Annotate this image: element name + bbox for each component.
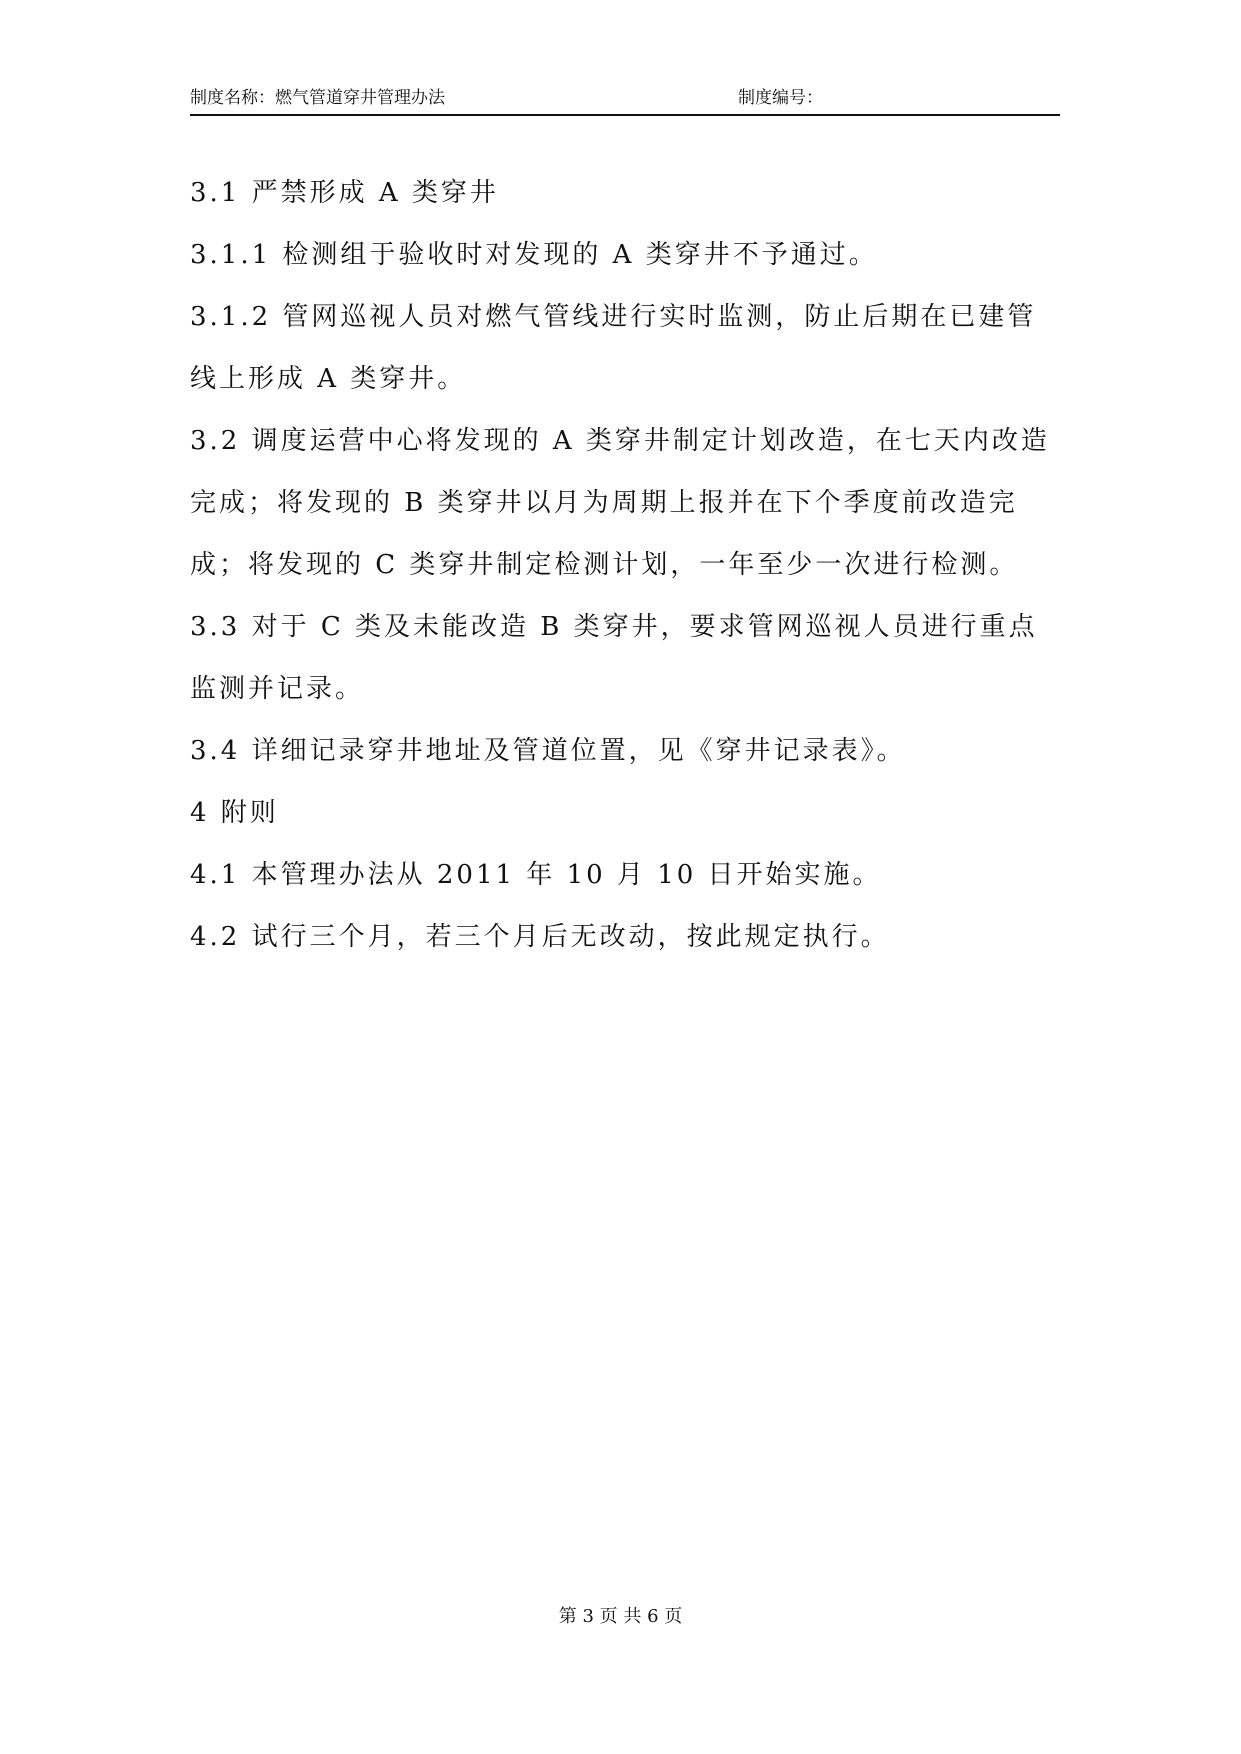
page-number: 第 3 页 共 6 页 — [558, 1606, 683, 1627]
section-3-1-2: 3.1.2 管网巡视人员对燃气管线进行实时监测，防止后期在已建管线上形成 A 类穿井。 — [190, 302, 1037, 394]
section-4-2: 4.2 试行三个月，若三个月后无改动，按此规定执行。 — [190, 922, 890, 952]
section-3-3: 3.3 对于 C 类及未能改造 B 类穿井，要求管网巡视人员进行重点监测并记录。 — [190, 612, 1038, 704]
section-4-1: 4.1 本管理办法从 2011 年 10 月 10 日开始实施。 — [190, 860, 882, 890]
document-number-label: 制度编号： — [738, 88, 823, 108]
page-header — [190, 86, 1060, 116]
section-3-2: 3.2 调度运营中心将发现的 A 类穿井制定计划改造，在七天内改造完成；将发现的 B 类穿井以月为周期上报并在下个季度前改造完成；将发现的 C 类穿井制定检测计划，一年至少一次进行检测。 — [190, 426, 1050, 580]
section-3-1-1: 3.1.1 检测组于验收时对发现的 A 类穿井不予通过。 — [190, 240, 878, 270]
section-4-heading: 4 附则 — [190, 798, 279, 828]
document-body — [190, 162, 1060, 968]
section-3-4: 3.4 详细记录穿井地址及管道位置，见《穿井记录表》。 — [190, 736, 906, 766]
document-name: 制度名称：燃气管道穿井管理办法 — [190, 88, 445, 108]
section-3-1: 3.1 严禁形成 A 类穿井 — [190, 178, 499, 208]
